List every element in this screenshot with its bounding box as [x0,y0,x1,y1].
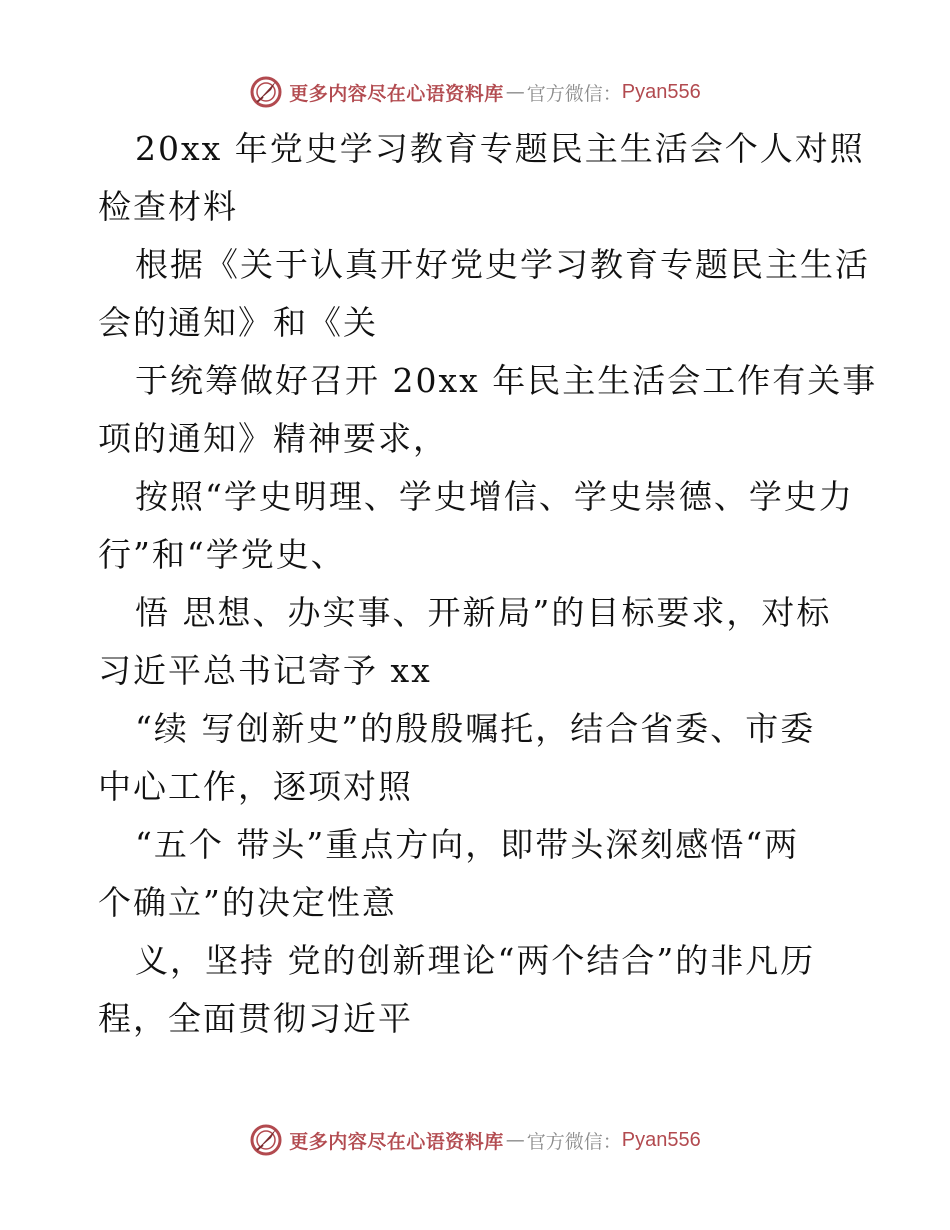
header-separator: — [505,81,525,103]
quill-logo-icon [249,75,283,109]
quill-logo-icon [249,1123,283,1157]
footer-brand-text: 更多内容尽在心语资料库 [289,1130,504,1153]
header-brand-text: 更多内容尽在心语资料库 [289,82,504,105]
doc-line: 20xx 年党史学习教育专题民主生活会个人对照 [135,129,865,168]
doc-line: 程，全面贯彻习近平 [98,999,413,1038]
doc-line: “五个 带头”重点方向，即带头深刻感悟“两 [135,825,800,864]
doc-line: “续 写创新史”的殷殷嘱托，结合省委、市委 [135,709,816,748]
doc-line: 检查材料 [98,187,238,226]
doc-line: 按照“学史明理、学史增信、学史崇德、学史力 [135,477,854,516]
footer-wechat-label: 官方微信： [526,1130,622,1153]
doc-line: 会的通知》和《关 [98,303,378,342]
doc-line: 习近平总书记寄予 xx [98,651,432,690]
header-wechat-label: 官方微信： [526,82,622,105]
footer-separator: — [505,1129,525,1151]
doc-line: 悟 思想、办实事、开新局”的目标要求，对标 [135,593,832,632]
doc-line: 根据《关于认真开好党史学习教育专题民主生活 [135,245,870,284]
doc-line: 个确立”的决定性意 [98,883,397,922]
header-wechat-id: Pyan556 [621,80,701,103]
footer-wechat-id: Pyan556 [621,1128,701,1151]
doc-line: 义，坚持 党的创新理论“两个结合”的非凡历 [135,941,816,980]
doc-line: 项的通知》精神要求， [98,419,448,458]
header-banner [0,72,950,112]
doc-line: 中心工作，逐项对照 [98,767,413,806]
footer-banner [0,1120,950,1160]
doc-line: 行”和“学党史、 [98,535,346,574]
doc-line: 于统筹做好召开 20xx 年民主生活会工作有关事 [135,361,878,400]
